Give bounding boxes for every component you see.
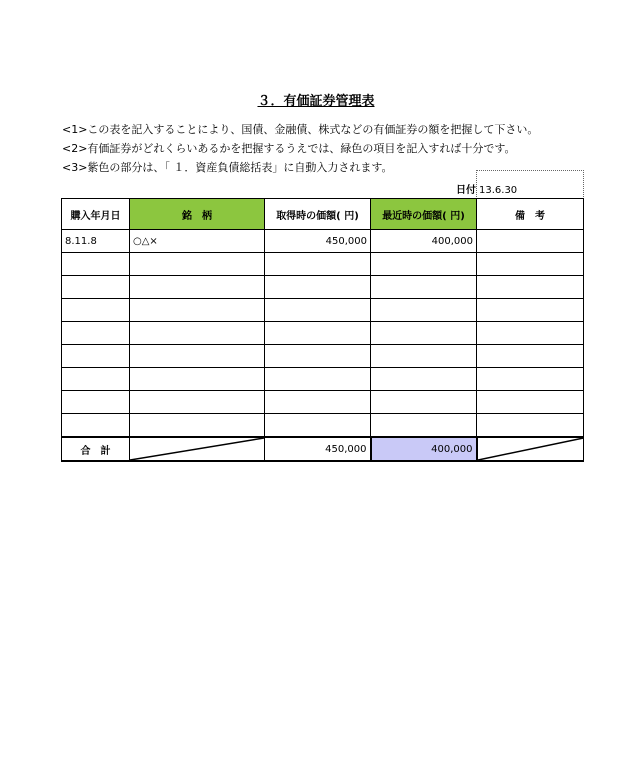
cell-remarks[interactable] xyxy=(477,322,584,345)
cell-security-name[interactable]: ○△× xyxy=(130,230,265,253)
cell-acquisition-price[interactable] xyxy=(265,345,371,368)
cell-acquisition-price[interactable] xyxy=(265,253,371,276)
cell-acquisition-price[interactable]: 450,000 xyxy=(265,230,371,253)
cell-purchase-date[interactable] xyxy=(62,299,130,322)
cell-recent-price[interactable]: 400,000 xyxy=(371,230,477,253)
cell-remarks[interactable] xyxy=(477,368,584,391)
cell-purchase-date[interactable] xyxy=(62,391,130,414)
total-row xyxy=(62,437,584,461)
table-row xyxy=(62,368,584,391)
table-row xyxy=(62,299,584,322)
cell-purchase-date[interactable] xyxy=(62,276,130,299)
cell-acquisition-price[interactable] xyxy=(265,276,371,299)
cell-purchase-date[interactable]: 8.11.8 xyxy=(62,230,130,253)
note-3: <3>紫色の部分は、「 １．資産負債総括表」に自動入力されます。 xyxy=(62,161,393,174)
cell-recent-price[interactable] xyxy=(371,345,477,368)
cell-purchase-date[interactable] xyxy=(62,368,130,391)
cell-security-name[interactable] xyxy=(130,276,265,299)
diagonal-line-icon xyxy=(478,438,584,460)
total-security-name-slash xyxy=(130,437,265,461)
cell-recent-price[interactable] xyxy=(371,299,477,322)
cell-security-name[interactable] xyxy=(130,299,265,322)
cell-remarks[interactable] xyxy=(477,230,584,253)
table-header-row xyxy=(62,199,584,230)
cell-purchase-date[interactable] xyxy=(62,322,130,345)
note-1: <1>この表を記入することにより、国債、金融債、株式などの有価証券の額を把握して下さい。 xyxy=(62,123,539,136)
header-purchase-date: 購入年月日 xyxy=(62,199,130,230)
table-row xyxy=(62,276,584,299)
note-2: <2>有価証券がどれくらいあるかを把握するうえでは、緑色の項目を記入すれば十分です。 xyxy=(62,142,516,155)
date-label: 日付 xyxy=(456,185,476,196)
cell-security-name[interactable] xyxy=(130,322,265,345)
cell-acquisition-price[interactable] xyxy=(265,368,371,391)
cell-acquisition-price[interactable] xyxy=(265,299,371,322)
cell-remarks[interactable] xyxy=(477,345,584,368)
total-remarks-slash xyxy=(477,437,584,461)
page-title: ３．有価証券管理表 xyxy=(257,94,375,109)
cell-recent-price[interactable] xyxy=(371,368,477,391)
total-acquisition-price: 450,000 xyxy=(265,437,371,461)
cell-acquisition-price[interactable] xyxy=(265,414,371,438)
cell-security-name[interactable] xyxy=(130,414,265,438)
cell-purchase-date[interactable] xyxy=(62,253,130,276)
cell-recent-price[interactable] xyxy=(371,253,477,276)
securities-table xyxy=(61,198,584,462)
header-recent-price: 最近時の価額( 円) xyxy=(371,199,477,230)
cell-security-name[interactable] xyxy=(130,345,265,368)
cell-recent-price[interactable] xyxy=(371,276,477,299)
cell-security-name[interactable] xyxy=(130,253,265,276)
cell-remarks[interactable] xyxy=(477,414,584,438)
date-value[interactable]: 13.6.30 xyxy=(479,185,518,196)
table-row xyxy=(62,322,584,345)
diagonal-line-icon xyxy=(130,438,264,460)
table-row xyxy=(62,253,584,276)
cell-security-name[interactable] xyxy=(130,391,265,414)
cell-recent-price[interactable] xyxy=(371,414,477,438)
table-row xyxy=(62,391,584,414)
cell-purchase-date[interactable] xyxy=(62,345,130,368)
header-remarks: 備 考 xyxy=(477,199,584,230)
cell-acquisition-price[interactable] xyxy=(265,391,371,414)
cell-recent-price[interactable] xyxy=(371,391,477,414)
cell-remarks[interactable] xyxy=(477,391,584,414)
cell-security-name[interactable] xyxy=(130,368,265,391)
header-security-name: 銘 柄 xyxy=(130,199,265,230)
table-row xyxy=(62,414,584,438)
table-row xyxy=(62,230,584,253)
total-recent-price: 400,000 xyxy=(371,437,477,461)
cell-remarks[interactable] xyxy=(477,276,584,299)
cell-recent-price[interactable] xyxy=(371,322,477,345)
cell-remarks[interactable] xyxy=(477,299,584,322)
total-label: 合 計 xyxy=(62,437,130,461)
table-row xyxy=(62,345,584,368)
cell-purchase-date[interactable] xyxy=(62,414,130,438)
cell-acquisition-price[interactable] xyxy=(265,322,371,345)
cell-remarks[interactable] xyxy=(477,253,584,276)
header-acquisition-price: 取得時の価額( 円) xyxy=(265,199,371,230)
